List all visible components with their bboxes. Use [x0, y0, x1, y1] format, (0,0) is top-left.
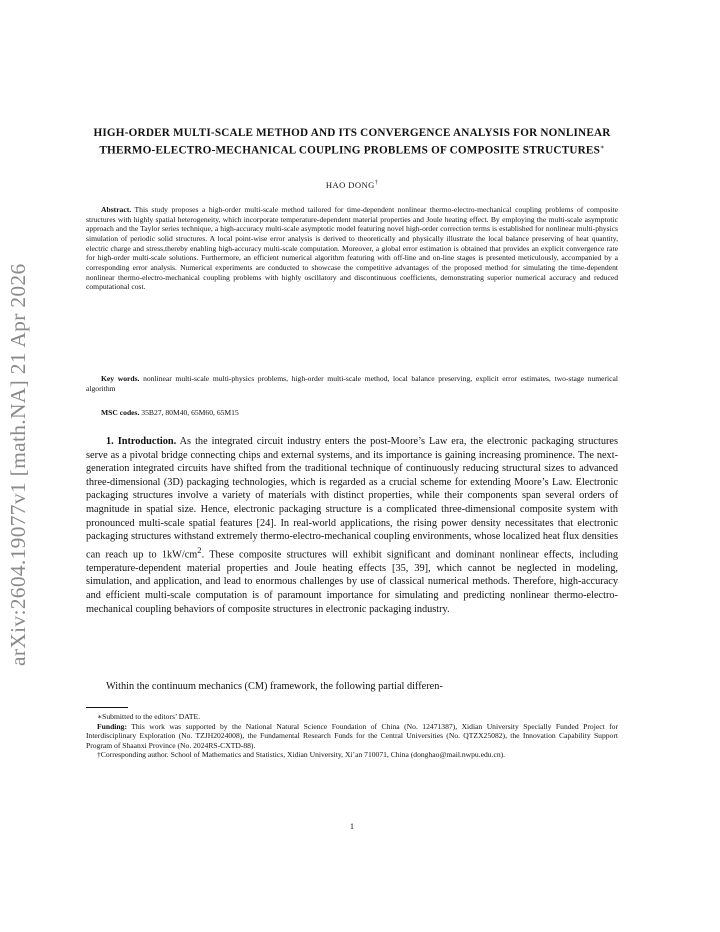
unit-superscript: 2	[197, 544, 202, 555]
paper-title	[86, 127, 618, 158]
title-footnote-mark: ∗	[600, 143, 605, 151]
footnotes	[86, 712, 618, 760]
author-text: HAO DONG	[325, 180, 375, 190]
section-heading: 1. Introduction.	[106, 436, 177, 447]
keywords	[86, 374, 618, 393]
msc-label: MSC codes.	[101, 408, 140, 417]
msc-codes	[86, 408, 618, 418]
page-number: 1	[349, 822, 355, 831]
arxiv-identifier: arXiv:2604.19077v1 [math.NA] 21 Apr 2026	[6, 263, 30, 667]
paper-title-text: HIGH-ORDER MULTI-SCALE METHOD AND ITS CONVERGENCE ANALYSIS FOR NONLINEAR THERMO-ELECTRO-MECHANICAL COUPLING PROBLEMS OF COMPOSITE STRUCTURES	[93, 127, 611, 157]
abstract	[86, 205, 618, 292]
intro-text-part2: . These composite structures will exhibit significant and dominant nonlinear effects, including temperature-dependent material properties and Joule heating effects [35, 39], which cannot be neglected in modeling, simulation, and application, and lead to enormous challenges by use of classical numerical methods. Therefore, high-accuracy and efficient multi-scale computation is of paramount importance for simulating and predicting nonlinear thermo-electro-mechanical coupling behaviors of composite structures in electronic packaging industry.	[86, 549, 618, 615]
abstract-text: This study proposes a high-order multi-scale method tailored for time-dependent nonlinear thermo-electro-mechanical coupling problems of composite structures with highly spatial heterogeneity, which incorporate temperature-dependent material properties and Joule heating effect. By employing the multi-scale asymptotic approach and the Taylor series technique, a high-accuracy multi-scale asymptotic model featuring novel high-order correction terms is established for nonlinear multi-physics simulation of periodic solid structures. A local point-wise error analysis is derived to theoretically and physically illustrate the local balance preserving of heat quantity, electric charge and stress,thereby enabling high-accuracy multi-scale computation. Moreover, a global error estimation is obtained that provides an explicit convergence rate for high-order multi-scale solutions. Furthermore, an efficient numerical algorithm featuring with off-line and on-line stages is presented meticulously, accompanied by a corresponding error analysis. Numerical experiments are conducted to showcase the competitive advantages of the proposed method for simulating the time-dependent nonlinear thermo-electro-mechanical coupling problems with highly oscillatory and discontinuous coefficients, demonstrating superior numerical accuracy and reduced computational cost.	[86, 205, 619, 292]
introduction-paragraph	[86, 435, 618, 616]
footnote-rule	[86, 707, 128, 708]
author-name	[86, 180, 618, 190]
footnote-funding	[86, 722, 618, 751]
msc-text: 35B27, 80M40, 65M60, 65M15	[141, 408, 239, 417]
abstract-label: Abstract.	[101, 205, 132, 214]
author-footnote-mark: †	[374, 180, 379, 187]
funding-label: Funding:	[97, 721, 127, 731]
footnote-corresponding: †Corresponding author. School of Mathematics and Statistics, Xidian University, Xi’an 710071, China (donghao@mail.nwpu.edu.cn).	[97, 750, 506, 760]
funding-text: This work was supported by the National Natural Science Foundation of China (No. 12471387), Xidian University Specially Funded Project for Interdisciplinary Exploration (No. TZJH2024008), the Fundamental Research Funds for the Central Universities (No. QTZX25082), the Innovation Capability Support Program of Shaanxi Province (No. 2024RS-CXTD-88).	[86, 721, 618, 750]
intro-text-part1: As the integrated circuit industry enters the post-Moore’s Law era, the electronic packaging structures serve as a pivotal bridge connecting chips and external systems, and its importance is gaining increasing prominence. The next-generation integrated circuits have shifted from the traditional technique of continuously reducing structural sizes to advanced three-dimensional (3D) packaging technologies, which is regarded as a crucial scheme for extending Moore’s Law. Electronic packaging structures involve a variety of materials with distinct properties, while their components span several orders of magnitude in spatial size. Hence, electronic packaging structure is a complicated three-dimensional composite system with pronounced multi-scale spatial features [24]. In real-world applications, the rising power density necessitates that electronic packaging structures withstand extremely thermo-electro-mechanical coupling environments, whose localized heat flux densities can reach up to 1kW/cm	[86, 436, 618, 561]
footnote-submitted: ∗Submitted to the editors’ DATE.	[97, 712, 201, 721]
keywords-text: nonlinear multi-scale multi-physics problems, high-order multi-scale method, local balance preserving, explicit error estimates, two-stage numerical algorithm	[86, 374, 619, 393]
introduction-paragraph-2: Within the continuum mechanics (CM) framework, the following partial differen-	[106, 681, 443, 692]
keywords-label: Key words.	[101, 374, 140, 383]
